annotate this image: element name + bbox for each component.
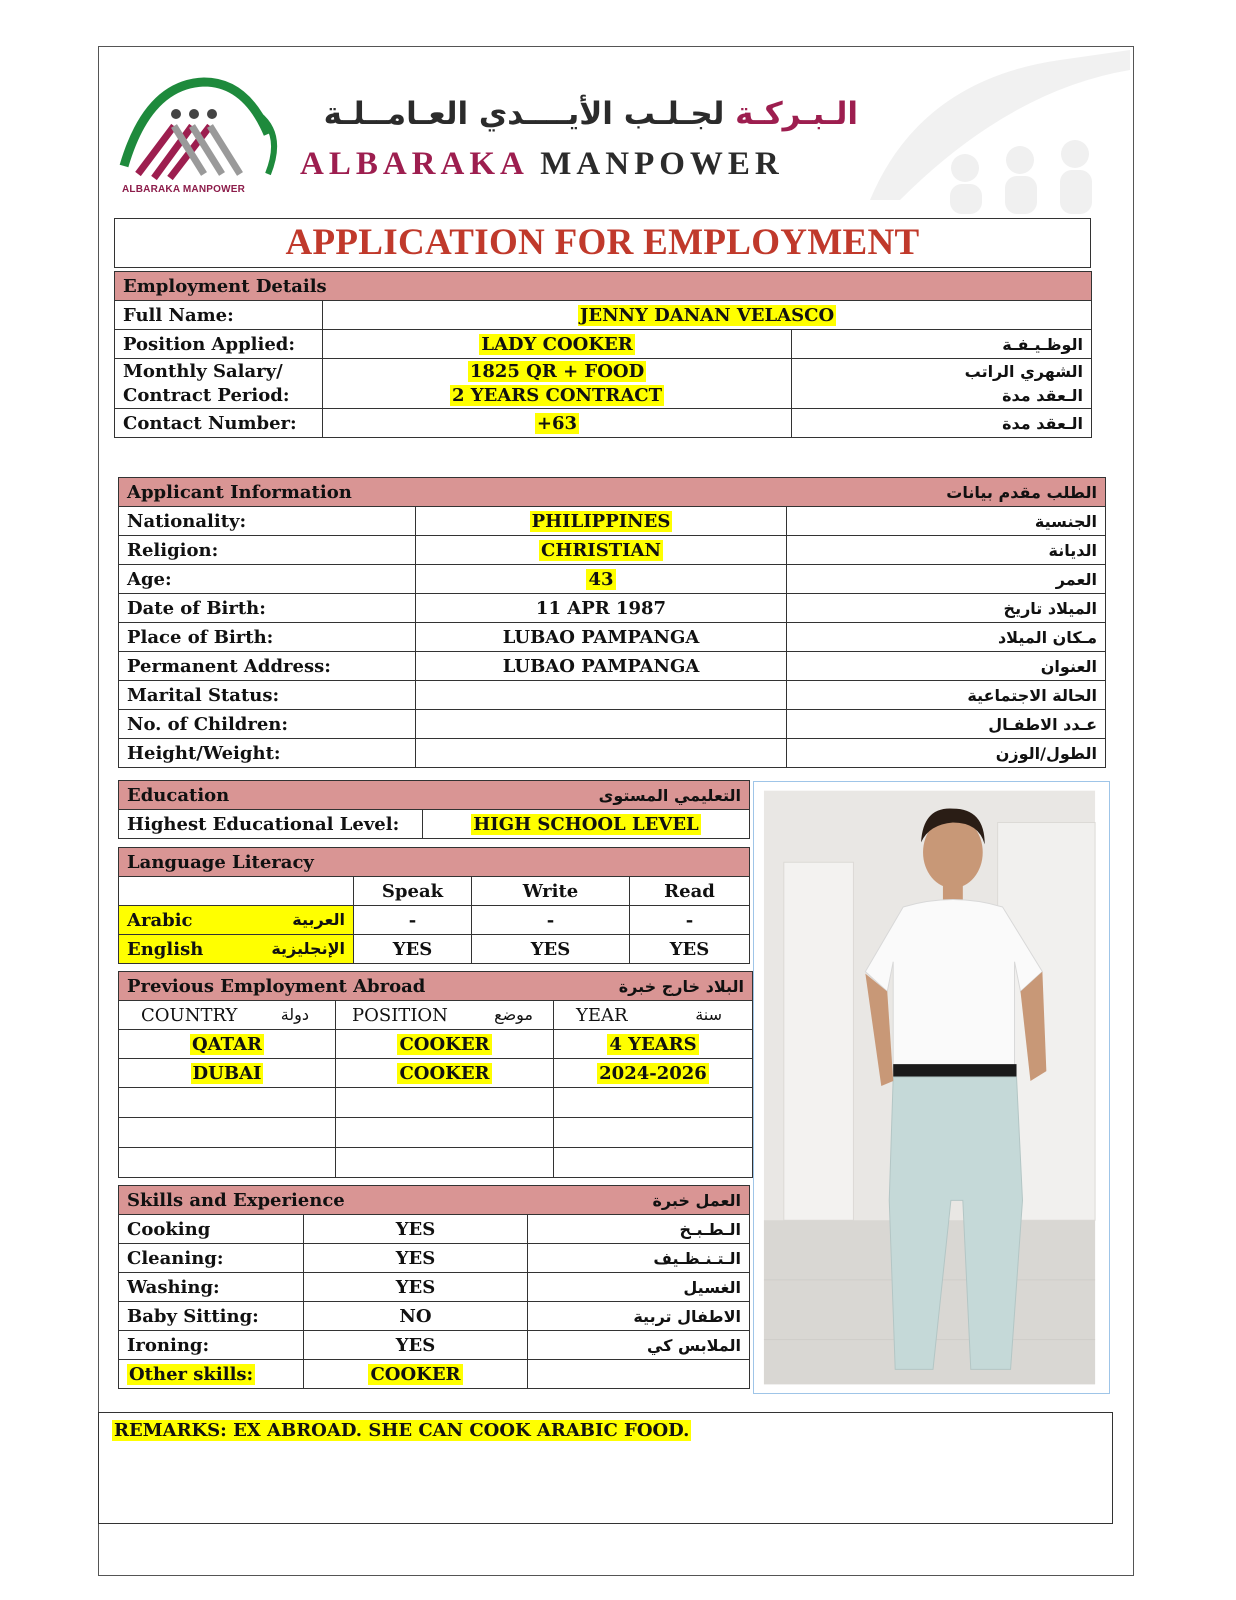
other-skills-arabic-empty	[528, 1360, 750, 1389]
applicant-section-arabic: الطلب مقدم بيانات	[787, 478, 1106, 507]
applicant-label: Religion:	[119, 536, 416, 565]
salary-arabic: الشهري الراتب	[964, 361, 1084, 381]
salary-label-cell	[115, 359, 323, 409]
brand-english-accent: ALBARAKA	[300, 146, 528, 182]
applicant-label: Nationality:	[119, 507, 416, 536]
skills-table	[118, 1185, 750, 1389]
skill-label: Washing:	[119, 1273, 304, 1302]
skill-label: Baby Sitting:	[119, 1302, 304, 1331]
previous-section-arabic: البلاد خارج خبرة	[554, 972, 753, 1001]
skill-label: Cooking	[119, 1215, 304, 1244]
applicant-arabic: عـدد الاطفـال	[787, 710, 1106, 739]
applicant-row	[119, 565, 1106, 594]
skill-arabic: الملابس كي	[528, 1331, 750, 1360]
skill-arabic: الـتـنـظـيف	[528, 1244, 750, 1273]
applicant-arabic: الجنسية	[787, 507, 1106, 536]
speak-header: Speak	[354, 877, 472, 906]
year-header-cell	[554, 1001, 753, 1030]
applicant-value: 11 APR 1987	[535, 597, 667, 619]
applicant-section-label: Applicant Information	[119, 478, 787, 507]
language-speak-value: YES	[354, 935, 472, 964]
country-header: COUNTRY	[141, 1004, 238, 1026]
skill-value: YES	[304, 1215, 528, 1244]
previous-year-cell	[554, 1030, 753, 1059]
form-title: APPLICATION FOR EMPLOYMENT	[285, 222, 920, 263]
contact-value: +63	[536, 412, 578, 434]
logo-caption: ALBARAKA MANPOWER	[122, 184, 246, 195]
skill-label: Ironing:	[119, 1331, 304, 1360]
applicant-row	[119, 507, 1106, 536]
applicant-label: Place of Birth:	[119, 623, 416, 652]
previous-position: COOKER	[399, 1062, 490, 1084]
country-header-arabic: دولة	[280, 1004, 309, 1024]
previous-empty-cell	[119, 1148, 336, 1178]
language-table	[118, 847, 750, 964]
salary-value: 1825 QR + FOOD	[469, 360, 645, 382]
applicant-label: No. of Children:	[119, 710, 416, 739]
applicant-row	[119, 623, 1106, 652]
previous-empty-cell	[336, 1148, 554, 1178]
applicant-arabic: الديانة	[787, 536, 1106, 565]
brand-english	[300, 146, 784, 183]
applicant-value: PHILIPPINES	[531, 510, 671, 532]
language-header-blank	[119, 877, 354, 906]
applicant-arabic: مـكان الميلاد	[787, 623, 1106, 652]
applicant-value-cell	[416, 710, 787, 739]
brand-arabic-accent: الـبـركـة	[735, 96, 858, 132]
form-title-box	[114, 218, 1091, 268]
position-label: Position Applied:	[115, 330, 323, 359]
skill-arabic: الاطفال تربية	[528, 1302, 750, 1331]
write-header: Write	[472, 877, 630, 906]
applicant-label: Permanent Address:	[119, 652, 416, 681]
other-skills-label-cell	[119, 1360, 304, 1389]
language-name-cell	[119, 906, 354, 935]
skill-arabic: الغسيل	[528, 1273, 750, 1302]
previous-position: COOKER	[399, 1033, 490, 1055]
previous-country: QATAR	[192, 1033, 262, 1055]
applicant-value-cell	[416, 507, 787, 536]
applicant-photo	[753, 781, 1110, 1394]
employment-section-label: Employment Details	[115, 272, 1092, 301]
other-skills-cell	[304, 1360, 528, 1389]
year-header: YEAR	[576, 1004, 628, 1026]
skill-row	[119, 1273, 750, 1302]
previous-year: 2024-2026	[599, 1062, 707, 1084]
applicant-arabic: العنوان	[787, 652, 1106, 681]
previous-year-cell	[554, 1059, 753, 1088]
applicant-row	[119, 594, 1106, 623]
language-write-value: YES	[472, 935, 630, 964]
previous-empty-cell	[554, 1118, 753, 1148]
other-skills-value: COOKER	[370, 1363, 461, 1385]
skill-label: Cleaning:	[119, 1244, 304, 1273]
full-name-value: JENNY DANAN VELASCO	[579, 304, 835, 326]
skill-row	[119, 1244, 750, 1273]
country-header-cell	[119, 1001, 336, 1030]
salary-label: Monthly Salary/	[123, 360, 283, 382]
brand-arabic-rest: لجـلـب الأيــــدي العـامــلـة	[323, 96, 725, 132]
full-name-cell	[323, 301, 1092, 330]
position-cell	[323, 330, 792, 359]
contact-cell	[323, 409, 792, 438]
previous-country: DUBAI	[192, 1062, 262, 1084]
education-table	[118, 780, 750, 839]
applicant-value-cell	[416, 594, 787, 623]
applicant-value: LUBAO PAMPANGA	[502, 655, 700, 677]
applicant-value: 43	[588, 568, 614, 590]
applicant-value-cell	[416, 739, 787, 768]
applicant-value-cell	[416, 623, 787, 652]
applicant-label: Marital Status:	[119, 681, 416, 710]
remarks-text: REMARKS: EX ABROAD. SHE CAN COOK ARABIC FOOD.	[114, 1420, 690, 1441]
skill-row	[119, 1331, 750, 1360]
applicant-value-cell	[416, 536, 787, 565]
position-header-arabic: موضع	[494, 1004, 533, 1024]
applicant-row	[119, 681, 1106, 710]
employment-details-table	[114, 271, 1092, 438]
contract-value: 2 YEARS CONTRACT	[451, 384, 663, 406]
salary-arabic-cell	[792, 359, 1092, 409]
applicant-value: LUBAO PAMPANGA	[502, 626, 700, 648]
applicant-label: Date of Birth:	[119, 594, 416, 623]
header-watermark	[860, 50, 1130, 220]
language-read-value: YES	[630, 935, 750, 964]
salary-cell	[323, 359, 792, 409]
previous-empty-cell	[336, 1088, 554, 1118]
other-skills-label: Other skills:	[129, 1363, 254, 1385]
previous-section-label: Previous Employment Abroad	[119, 972, 554, 1001]
skills-section-arabic: العمل خبرة	[528, 1186, 750, 1215]
education-level-cell	[423, 810, 750, 839]
previous-position-cell	[336, 1030, 554, 1059]
contract-label: Contract Period:	[123, 384, 290, 406]
remarks	[112, 1420, 691, 1441]
previous-empty-cell	[119, 1118, 336, 1148]
albaraka-logo	[118, 74, 284, 200]
language-write-value: -	[472, 906, 630, 935]
applicant-info-table	[118, 477, 1106, 768]
previous-empty-cell	[119, 1088, 336, 1118]
language-name-cell	[119, 935, 354, 964]
education-section-label: Education	[119, 781, 423, 810]
skill-arabic: الـطـبـخ	[528, 1215, 750, 1244]
applicant-value: CHRISTIAN	[541, 539, 661, 561]
position-header: POSITION	[352, 1004, 448, 1026]
applicant-arabic: الطول/الوزن	[787, 739, 1106, 768]
applicant-arabic: العمر	[787, 565, 1106, 594]
brand-english-rest: MANPOWER	[540, 146, 784, 182]
contact-arabic: الـعقد مدة	[792, 409, 1092, 438]
applicant-value-cell	[416, 565, 787, 594]
applicant-arabic: الميلاد تاريخ	[787, 594, 1106, 623]
applicant-row	[119, 710, 1106, 739]
position-arabic: الوظـيـفـة	[792, 330, 1092, 359]
year-header-arabic: سنة	[695, 1004, 722, 1024]
previous-year: 4 YEARS	[609, 1033, 697, 1055]
contact-label: Contact Number:	[115, 409, 323, 438]
previous-country-cell	[119, 1059, 336, 1088]
full-name-label: Full Name:	[115, 301, 323, 330]
previous-employment-table	[118, 971, 753, 1178]
skill-row	[119, 1302, 750, 1331]
previous-country-cell	[119, 1030, 336, 1059]
education-section-arabic: التعليمي المستوى	[423, 781, 750, 810]
previous-row	[119, 1059, 753, 1088]
applicant-row	[119, 739, 1106, 768]
language-row	[119, 935, 750, 964]
applicant-value-cell	[416, 681, 787, 710]
previous-position-cell	[336, 1059, 554, 1088]
applicant-value-cell	[416, 652, 787, 681]
skill-row	[119, 1215, 750, 1244]
previous-row	[119, 1030, 753, 1059]
skills-section-label: Skills and Experience	[119, 1186, 528, 1215]
language-read-value: -	[630, 906, 750, 935]
skill-value: YES	[304, 1331, 528, 1360]
applicant-label: Height/Weight:	[119, 739, 416, 768]
previous-empty-cell	[554, 1088, 753, 1118]
skill-value: YES	[304, 1273, 528, 1302]
applicant-row	[119, 652, 1106, 681]
brand-arabic	[298, 96, 858, 132]
applicant-label: Age:	[119, 565, 416, 594]
education-level-label: Highest Educational Level:	[119, 810, 423, 839]
language-name: Arabic	[127, 909, 193, 931]
applicant-row	[119, 536, 1106, 565]
applicant-arabic: الحالة الاجتماعية	[787, 681, 1106, 710]
previous-empty-cell	[554, 1148, 753, 1178]
read-header: Read	[630, 877, 750, 906]
previous-empty-cell	[336, 1118, 554, 1148]
language-speak-value: -	[354, 906, 472, 935]
language-name-arabic: الإنجليزية	[271, 938, 345, 958]
education-level-value: HIGH SCHOOL LEVEL	[473, 813, 699, 835]
language-row	[119, 906, 750, 935]
language-section-label: Language Literacy	[119, 848, 750, 877]
skill-value: YES	[304, 1244, 528, 1273]
position-header-cell	[336, 1001, 554, 1030]
position-value: LADY COOKER	[481, 333, 633, 355]
skill-value: NO	[304, 1302, 528, 1331]
language-name: English	[127, 938, 204, 960]
language-name-arabic: العربية	[292, 909, 345, 929]
contract-arabic: الـعقد مدة	[1002, 385, 1084, 405]
